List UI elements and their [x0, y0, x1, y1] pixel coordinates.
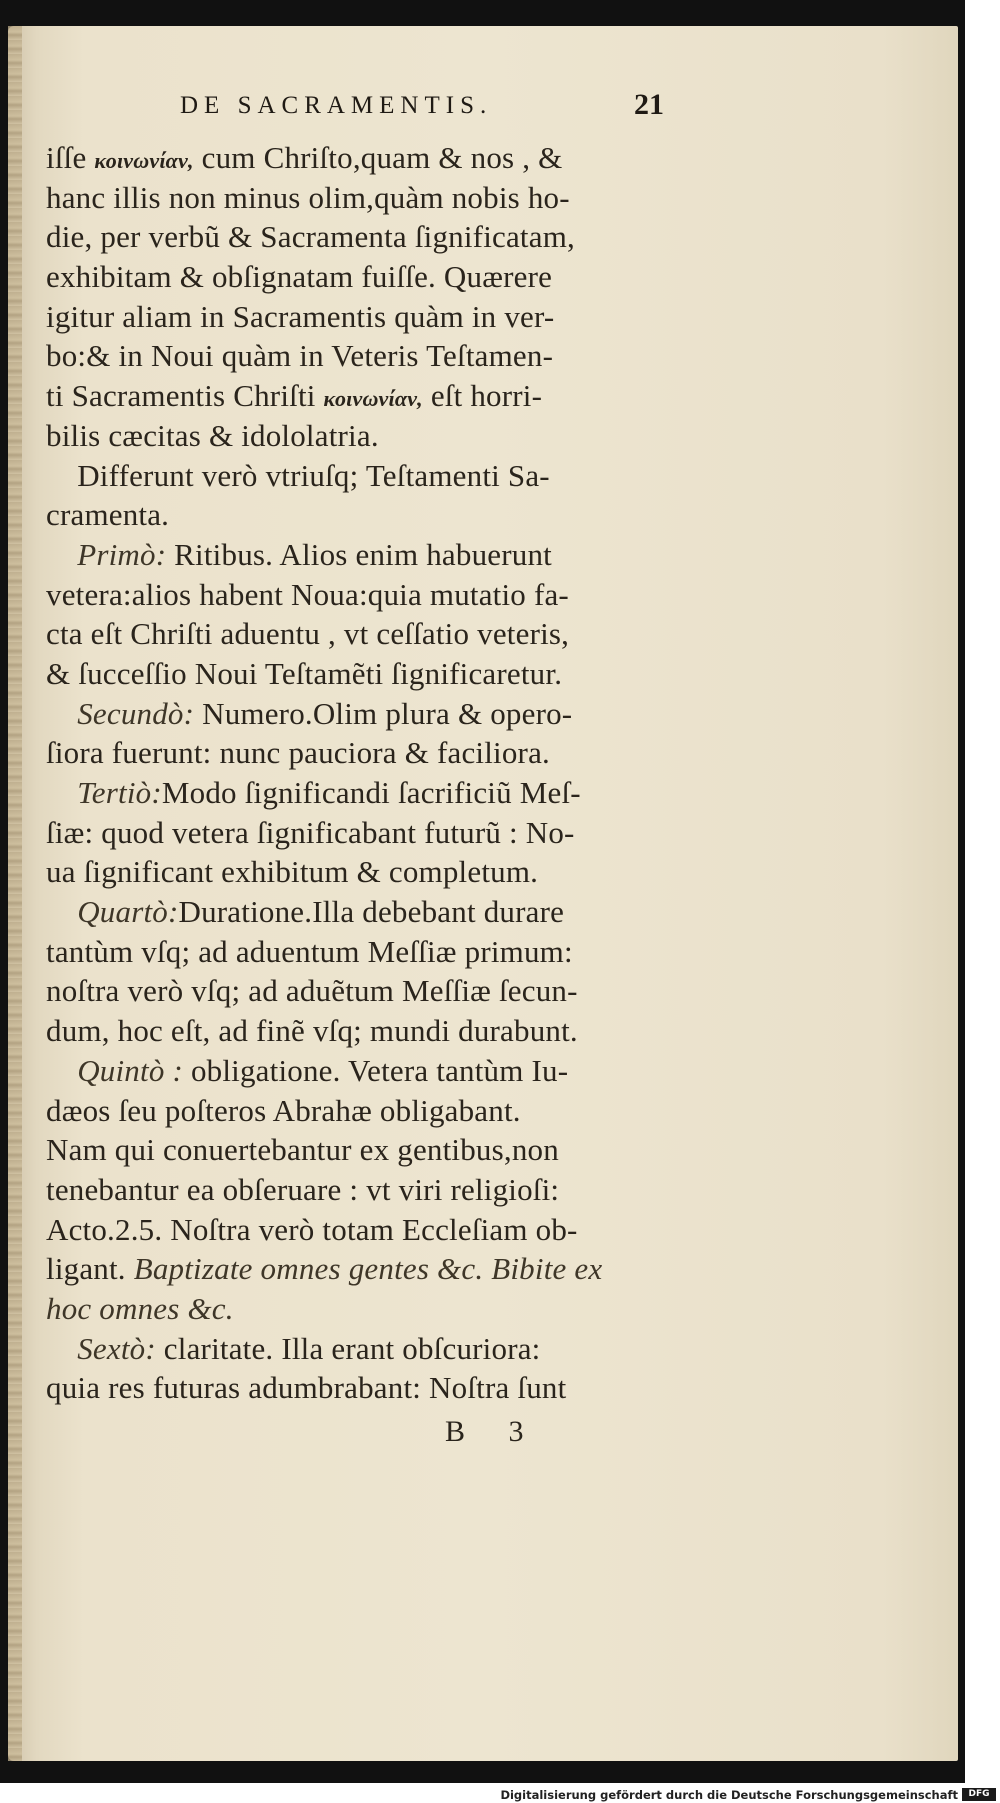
text-run: dæos ſeu poſteros Abrahæ obligabant.: [46, 1092, 521, 1128]
dfg-logo: DFG: [962, 1788, 996, 1801]
text-run: ſiora fuerunt: nunc pauciora & faciliora.: [46, 735, 550, 771]
page-number: 21: [634, 88, 664, 121]
text-run: ti Sacramentis Chriſti: [46, 378, 324, 414]
text-line: [46, 535, 686, 575]
signature-mark: B 3: [445, 1415, 542, 1448]
text-line: [46, 376, 686, 416]
text-line: [46, 138, 686, 178]
text-line: [46, 654, 686, 694]
text-line: [46, 217, 686, 257]
text-run: Numero.Olim plura & opero-: [194, 695, 573, 731]
text-line: [46, 1289, 686, 1329]
text-run: die, per verbũ & Sacramenta ſignificatam,: [46, 219, 575, 255]
text-run: [46, 537, 77, 572]
italic-text: Quintò :: [77, 1052, 183, 1088]
text-run: [46, 696, 77, 731]
text-run: eſt horri-: [422, 378, 543, 414]
text-run: ligant.: [46, 1251, 134, 1287]
text-line: [46, 1091, 686, 1131]
text-line: [46, 773, 686, 813]
italic-text: Primò:: [77, 536, 167, 572]
page-edge: [8, 26, 22, 1761]
text-run: igitur aliam in Sacramentis quàm in ver-: [46, 298, 555, 334]
text-run: Modo ſignificandi ſacrificiũ Meſ-: [161, 775, 581, 810]
text-line: [46, 456, 686, 496]
text-line: [46, 694, 686, 734]
italic-text: Tertiò:: [77, 775, 162, 810]
text-line: [46, 733, 686, 773]
text-run: bilis cæcitas & idololatria.: [46, 417, 379, 453]
text-run: tantùm vſq; ad aduentum Meſſiæ primum:: [46, 933, 573, 969]
text-line: [46, 1011, 686, 1051]
text-line: [46, 932, 686, 972]
text-run: tenebantur ea obſeruare : vt viri religioſi:: [46, 1171, 560, 1207]
text-line: [46, 257, 686, 297]
text-run: Nam qui conuertebantur ex gentibus,non: [46, 1132, 559, 1168]
text-line: [46, 852, 686, 892]
text-run: claritate. Illa erant obſcuriora:: [155, 1330, 541, 1366]
text-run: Acto.2.5. Noſtra verò totam Eccleſiam ob-: [46, 1211, 578, 1247]
italic-text: Sextò:: [77, 1330, 156, 1366]
text-run: ſiæ: quod vetera ſignificabant futurũ : No-: [46, 814, 575, 850]
text-line: [46, 575, 686, 615]
running-head: DE SACRAMENTIS.: [180, 92, 493, 119]
text-run: dum, hoc eſt, ad finẽ vſq; mundi durabunt.: [46, 1013, 578, 1049]
text-line: [46, 178, 686, 218]
greek-word: κοινωνίαν,: [323, 386, 423, 412]
text-run: obligatione. Vetera tantùm Iu-: [183, 1052, 569, 1088]
text-run: vetera:alios habent Noua:quia mutatio fa-: [46, 576, 569, 612]
italic-text: Quartò:: [77, 894, 179, 930]
text-run: Ritibus. Alios enim habuerunt: [166, 536, 552, 572]
text-run: cta eſt Chriſti aduentu , vt ceſſatio veteris,: [46, 616, 570, 652]
italic-text: Secundò:: [77, 695, 195, 731]
text-run: [46, 775, 77, 810]
text-line: [46, 336, 686, 376]
text-run: cramenta.: [46, 497, 170, 533]
text-line: [46, 495, 686, 535]
digitization-credit: Digitalisierung gefördert durch die Deutsche Forschungsgemeinschaft: [500, 1788, 958, 1802]
text-line: [46, 971, 686, 1011]
text-run: quia res futuras adumbrabant: Noſtra ſunt: [46, 1370, 567, 1406]
text-run: [46, 1331, 77, 1366]
text-line: [46, 1249, 686, 1289]
text-line: [46, 813, 686, 853]
text-run: hanc illis non minus olim,quàm nobis ho-: [46, 179, 570, 215]
text-run: [46, 1053, 77, 1088]
text-line: [46, 1210, 686, 1250]
italic-text: hoc omnes &c.: [46, 1290, 234, 1326]
text-run: cum Chriſto,quam & nos , &: [193, 140, 563, 175]
text-run: noſtra verò vſq; ad aduẽtum Meſſiæ ſecun-: [46, 973, 578, 1009]
text-run: exhibitam & obſignatam fuiſſe. Quærere: [46, 259, 553, 295]
text-line: [46, 1329, 686, 1369]
text-run: bo:& in Noui quàm in Veteris Teſtamen-: [46, 338, 554, 374]
text-line: [46, 297, 686, 337]
text-line: [46, 1368, 686, 1408]
text-line: [46, 1170, 686, 1210]
body-text: [46, 138, 686, 1408]
text-run: & ſucceſſio Noui Teſtamẽti ſignificaretur.: [46, 655, 563, 691]
text-line: [46, 1130, 686, 1170]
text-run: Differunt verò vtriuſq; Teſtamenti Sa-: [46, 457, 550, 493]
text-line: [46, 892, 686, 932]
text-line: [46, 416, 686, 456]
text-line: [46, 614, 686, 654]
italic-text: Baptizate omnes gentes &c. Bibite ex: [133, 1251, 603, 1287]
text-run: ua ſignificant exhibitum & completum.: [46, 854, 539, 890]
text-run: Duratione.Illa debebant durare: [178, 894, 565, 930]
greek-word: κοινωνίαν,: [94, 148, 194, 173]
text-line: [46, 1051, 686, 1091]
text-run: [46, 894, 77, 929]
text-run: iſſe: [46, 140, 95, 175]
